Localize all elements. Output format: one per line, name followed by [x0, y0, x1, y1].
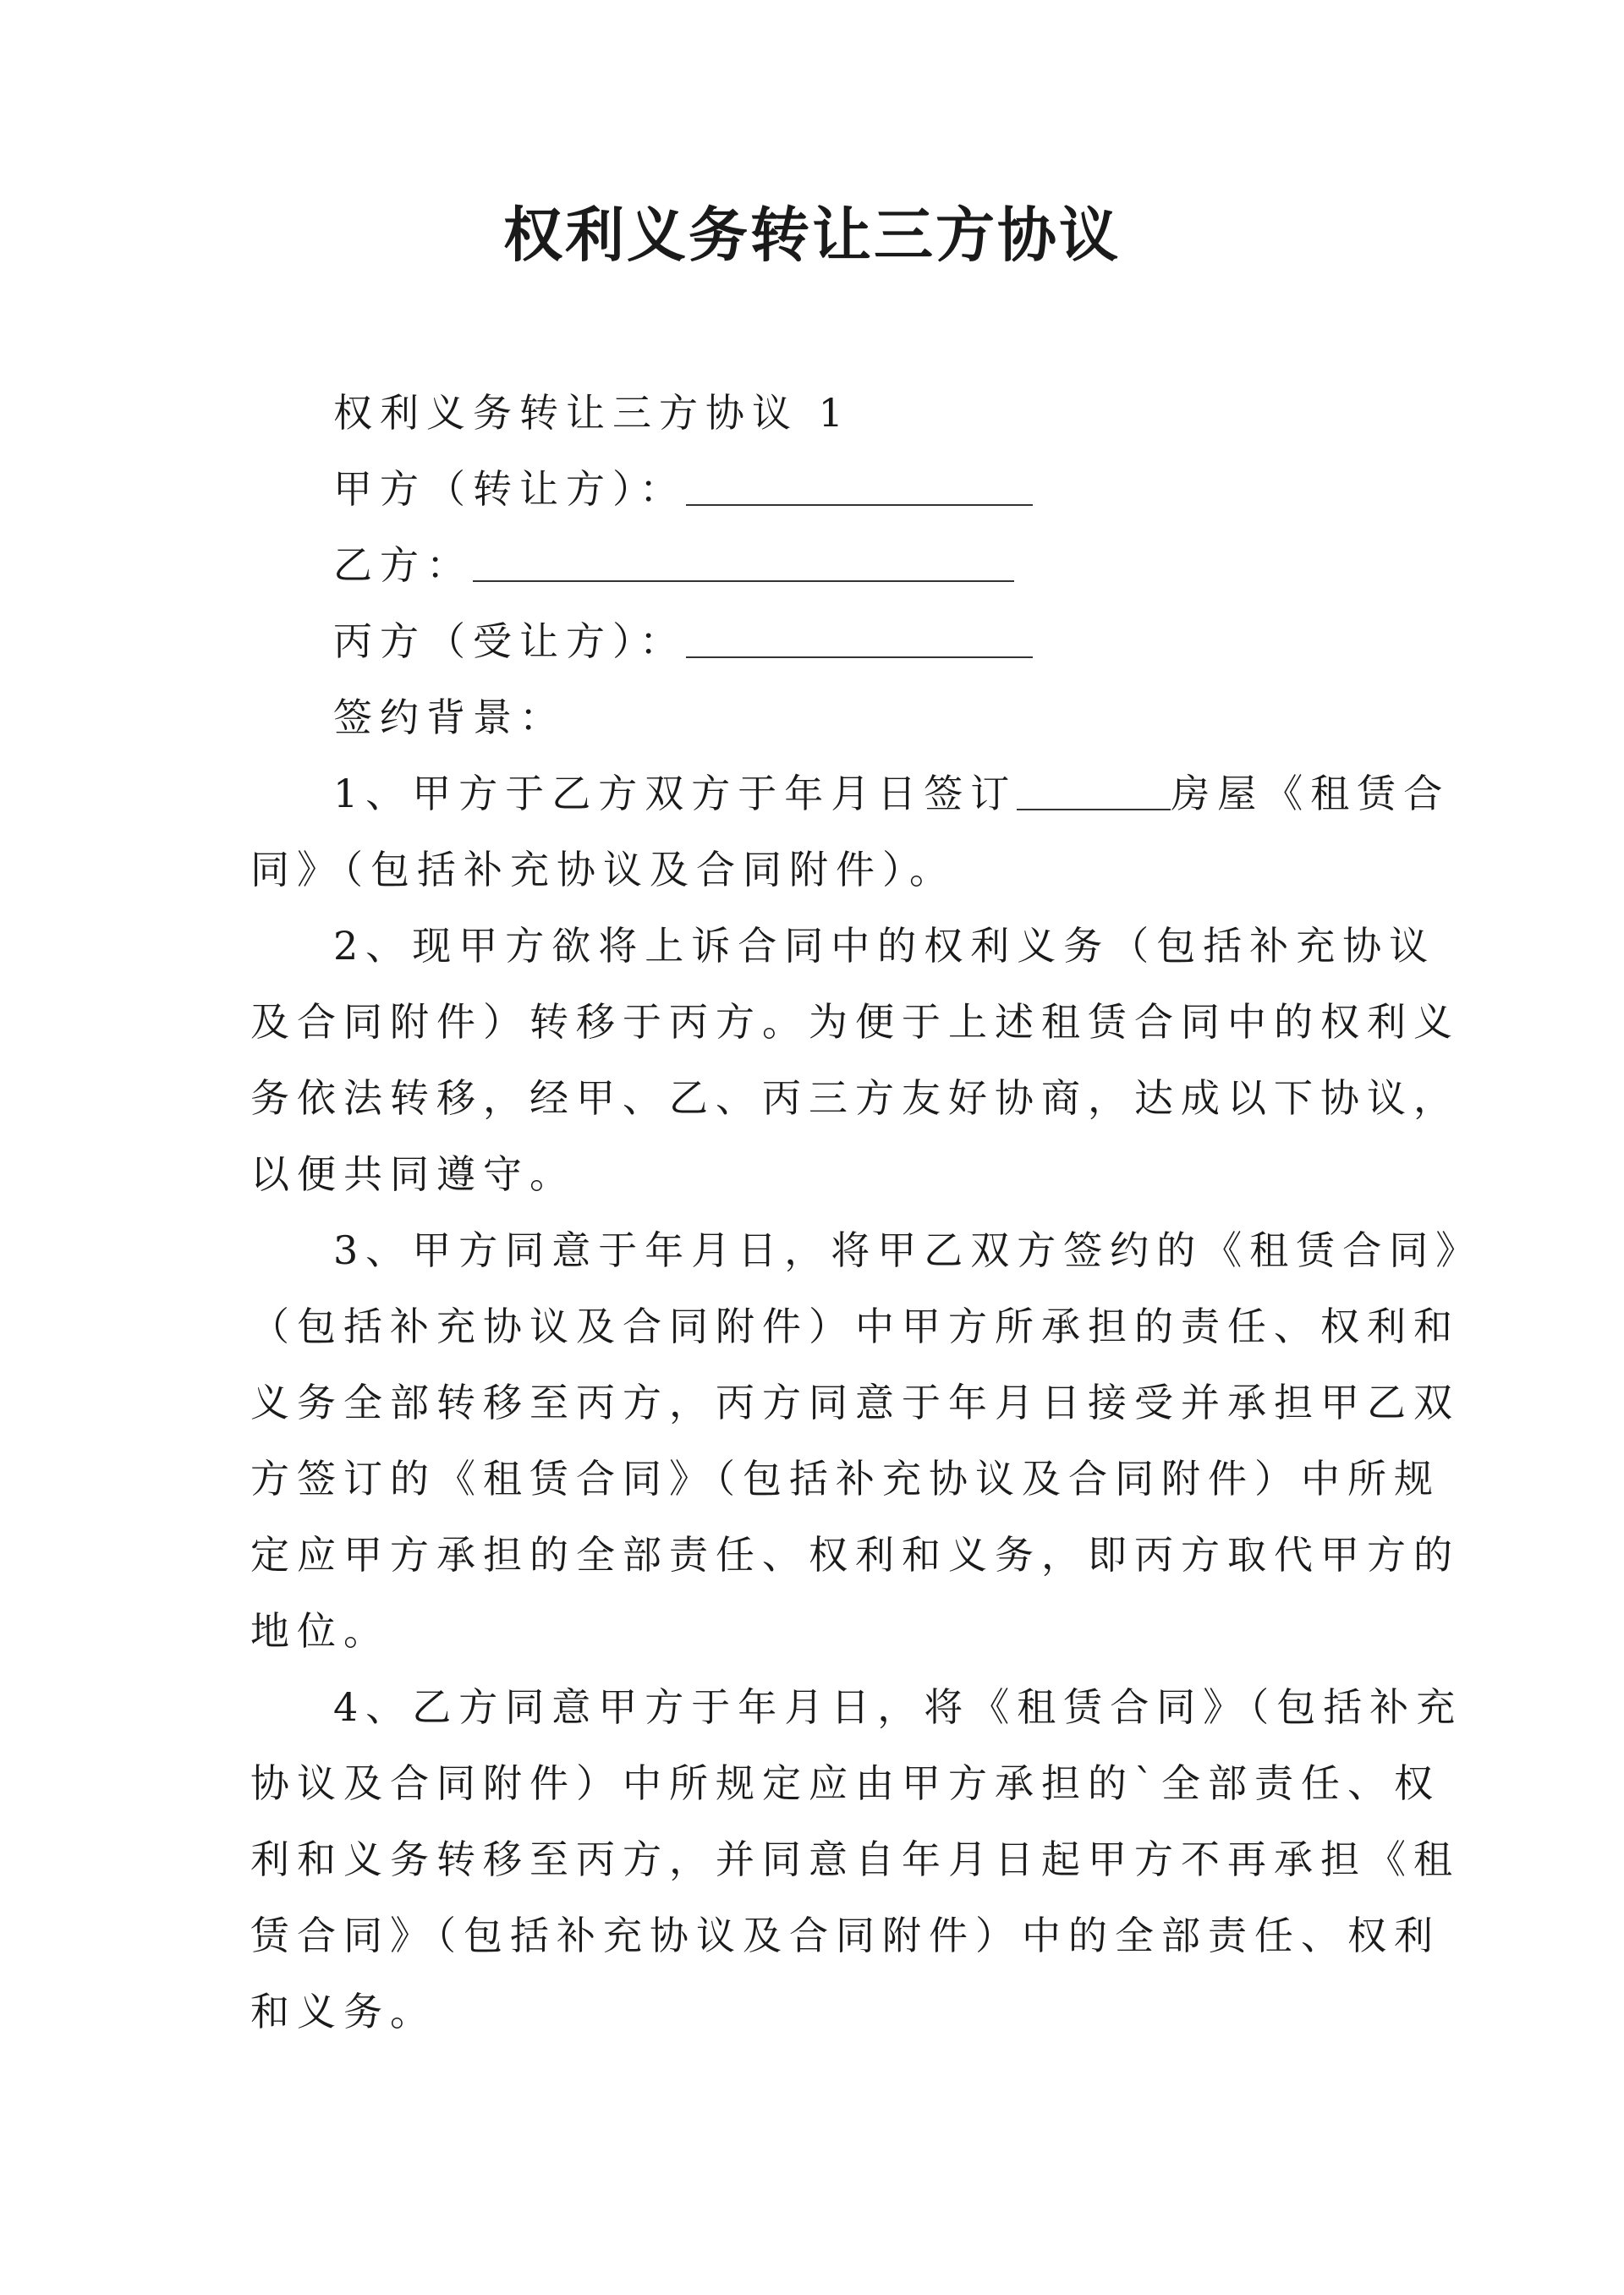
party-c-blank — [686, 618, 1033, 658]
party-c-line — [250, 603, 1409, 679]
document-subtitle: 权利义务转让三方协议 1 — [333, 390, 851, 436]
clause-4: 4、乙方同意甲方于年月日，将《租赁合同》（包括补充 协议及合同附件）中所规定应由甲方承担的`全部责任、权 利和义务转移至丙方，并同意自年月日起甲方不再承担《租 赁合同》（包括补充协议及合同附件）中的全部责任、权利 和义务。 — [250, 1684, 1463, 2034]
party-c-label: 丙方（受让方）： — [333, 618, 686, 664]
party-a-label: 甲方（转让方）： — [333, 466, 686, 512]
party-b-blank — [473, 541, 1014, 582]
party-b-label: 乙方： — [333, 542, 473, 588]
party-a-blank — [686, 465, 1033, 506]
background-heading: 签约背景： — [333, 695, 566, 740]
party-a-line — [250, 451, 1409, 527]
clause-3: 3、甲方同意于年月日，将甲乙双方签约的《租赁合同》 （包括补充协议及合同附件）中甲方所承担的责任、权利和 义务全部转移至丙方，丙方同意于年月日接受并承担甲乙双 方签订的《租赁合同》（包括补充协议及合同附件）中所规 定应甲方承担的全部责任、权利和义务，即丙方取代甲方的 地位。 — [250, 1227, 1483, 1654]
clause-1: 1、甲方于乙方双方于年月日签订 房屋《租赁合 同》（包括补充协议及合同附件）。 — [250, 771, 1451, 892]
document-title: 权利义务转让三方协议 — [503, 200, 1121, 270]
clause-2: 2、现甲方欲将上诉合同中的权利义务（包括补充协议 及合同附件）转移于丙方。为便于上述租赁合同中的权利义 务依法转移，经甲、乙、丙三方友好协商，达成以下协议， 以便共同遵守。 — [250, 923, 1460, 1197]
document-body — [250, 375, 1483, 2050]
party-b-line — [250, 527, 1409, 603]
property-blank — [1017, 770, 1171, 810]
